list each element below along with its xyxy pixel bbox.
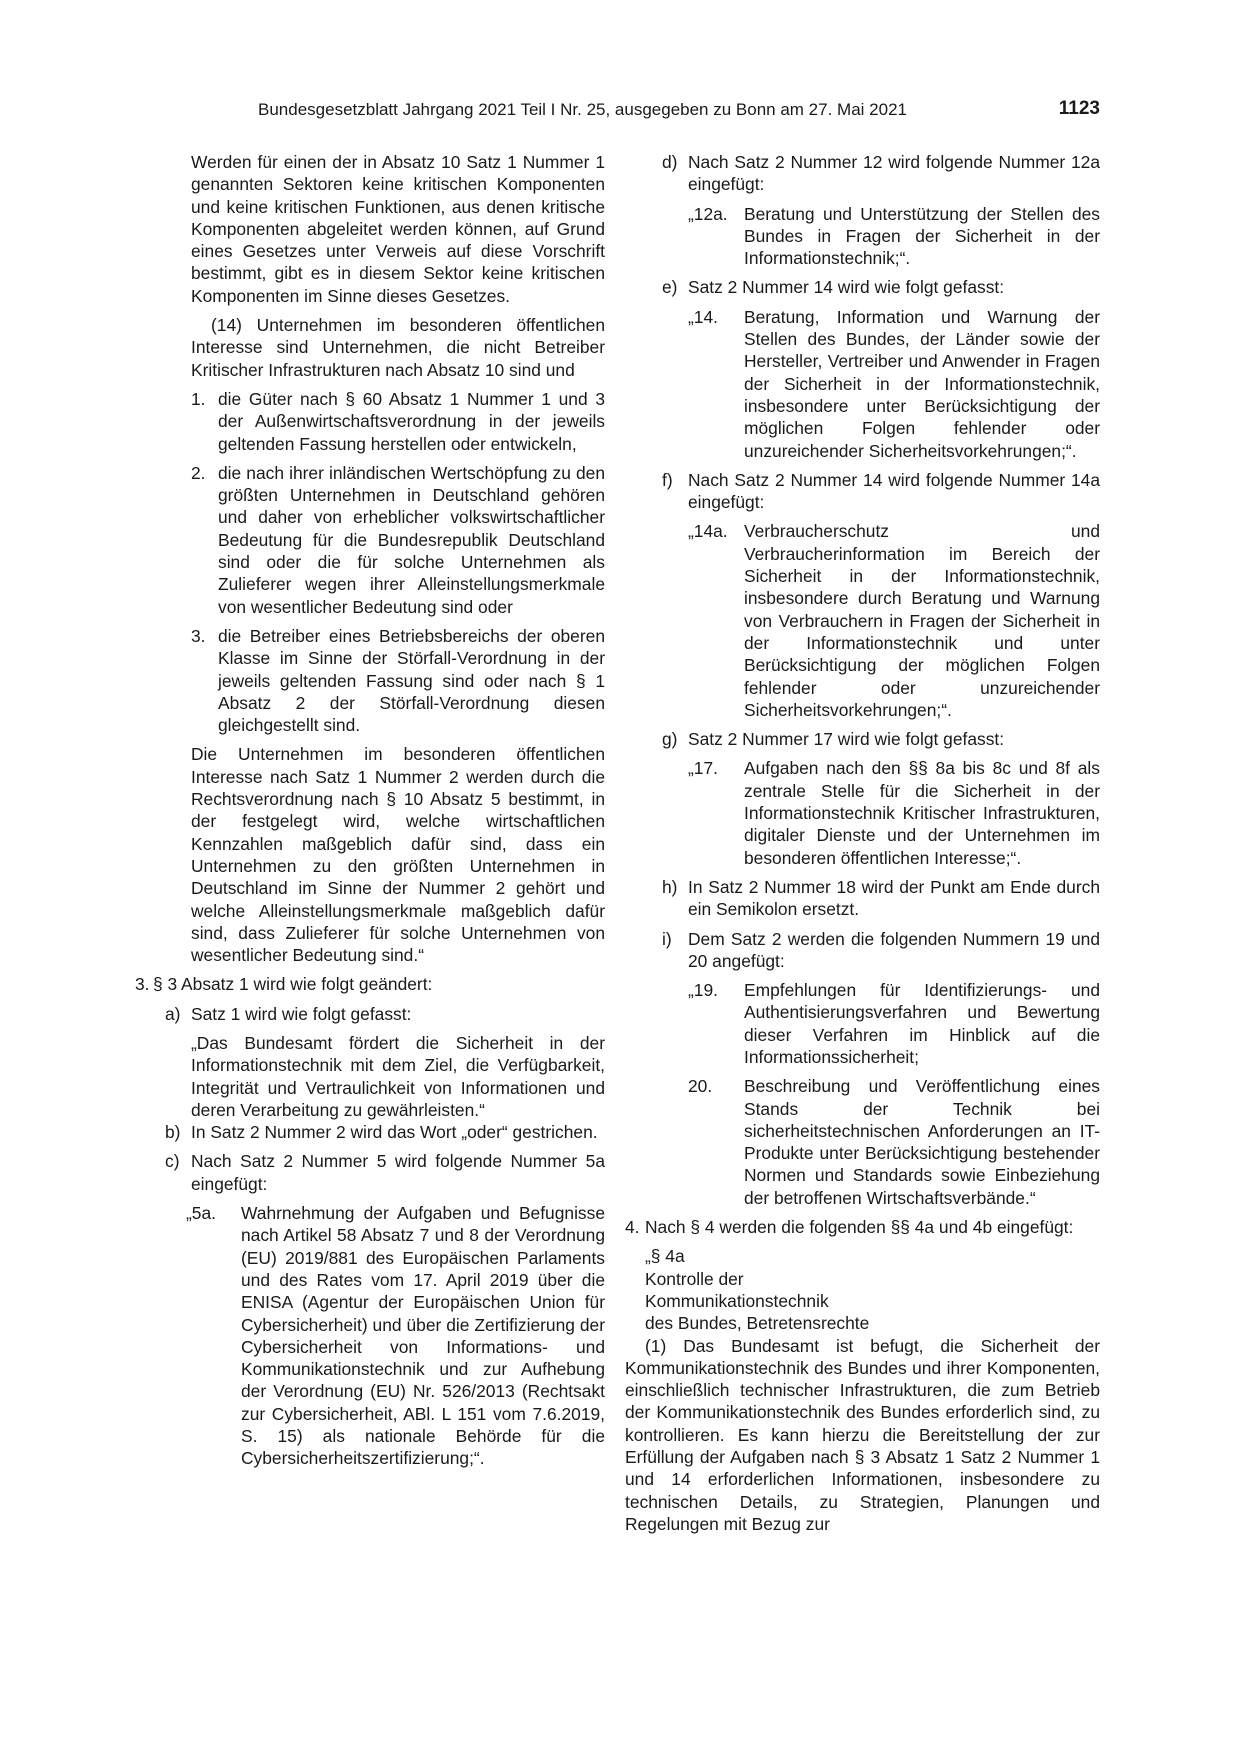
section-title-line: Kontrolle der — [645, 1268, 744, 1289]
subitem-text: Nach Satz 2 Nummer 5 wird folgende Nummer 5a eingefügt: — [191, 1151, 605, 1194]
list-number: 2. — [191, 462, 206, 483]
inserted-number-text: Empfehlungen für Identifizierungs- und Authentisierungsverfahren und Bewertung dieser Verfahren im Hinblick auf die Informationssicherheit; — [744, 980, 1100, 1067]
inserted-number-label: „14a. — [688, 521, 728, 542]
subitem-letter: e) — [662, 277, 678, 298]
list-text: die Betreiber eines Betriebsbereichs der oberen Klasse im Sinne der Störfall-Verordnung in der jeweils geltenden Fassung sind oder nach § 1 Absatz 2 der Störfall-Verordnung diesen gleichgestellt sind. — [218, 625, 605, 736]
left-column — [135, 151, 605, 1477]
subitem-letter: c) — [165, 1151, 180, 1172]
list-number: 3. — [191, 625, 206, 646]
amendment-number: 3. — [135, 974, 150, 995]
page-number: 1123 — [1058, 98, 1100, 119]
inserted-number — [135, 1202, 605, 1470]
right-column — [625, 151, 1100, 1542]
amendment-subitem — [645, 469, 1100, 514]
amendment-text: § 3 Absatz 1 wird wie folgt geändert: — [153, 974, 433, 995]
list-number: 1. — [191, 388, 206, 409]
inserted-number-label: „19. — [688, 980, 718, 1001]
inserted-number-label: „17. — [688, 758, 718, 779]
section-number: „§ 4a — [645, 1246, 685, 1267]
subitem-text: In Satz 2 Nummer 18 wird der Punkt am Ende durch ein Semikolon ersetzt. — [688, 876, 1100, 920]
amendment-subitem — [645, 928, 1100, 973]
subitem-letter: g) — [662, 729, 678, 750]
subitem-text: Nach Satz 2 Nummer 14 wird folgende Nummer 14a eingefügt: — [688, 469, 1100, 513]
inserted-number — [645, 1075, 1100, 1209]
amendment-item — [135, 973, 605, 995]
subitem-text: In Satz 2 Nummer 2 wird das Wort „oder“ gestrichen. — [191, 1122, 598, 1143]
list-item — [135, 625, 605, 736]
list-item — [135, 462, 605, 618]
quoted-text: „Das Bundesamt fördert die Sicherheit in der Informationstechnik mit dem Ziel, die Verfügbarkeit, Integrität und Vertraulichkeit von Informationen und deren Verarbeitung zu gewährleisten.“ — [191, 1032, 605, 1120]
list-text: die nach ihrer inländischen Wertschöpfung zu den größten Unternehmen in Deutschland gehören und daher von erheblicher volkswirtschaftlicher Bedeutung für die Bundesrepublik Deutschland sind oder die für solche Unternehmen als Zulieferer wegen ihrer Alleinstellungsmerkmale von wesentlicher Bedeutung sind oder — [218, 462, 605, 617]
inserted-number-text: Beschreibung und Veröffentlichung eines Stands der Technik bei sicherheitstechnischen Anforderungen an IT-Produkte unter Berücksichtigung bestehender Normen und Standards sowie Einbeziehung der betroffenen Wirtschaftsverbände.“ — [744, 1076, 1100, 1208]
subitem-letter: i) — [662, 928, 672, 949]
inserted-number-label: „5a. — [186, 1203, 216, 1224]
inserted-number-text: Beratung und Unterstützung der Stellen des Bundes in Fragen der Sicherheit in der Informationstechnik;“. — [744, 203, 1100, 269]
amendment-subitem — [135, 1003, 605, 1025]
amendment-subitem — [645, 728, 1100, 750]
amendment-subitem — [645, 276, 1100, 298]
running-title: Bundesgesetzblatt Jahrgang 2021 Teil I Nr. 25, ausgegeben zu Bonn am 27. Mai 2021 — [258, 100, 907, 119]
list-item — [135, 388, 605, 455]
subitem-text: Nach Satz 2 Nummer 12 wird folgende Nummer 12a eingefügt: — [688, 152, 1100, 195]
paragraph-closing: Die Unternehmen im besonderen öffentlichen Interesse nach Satz 1 Nummer 2 werden durch die Rechtsverordnung nach § 10 Absatz 5 bestimmt, in der festgelegt wird, welche wirtschaftlichen Kennzahlen maßgeblich dafür sind, dass ein Unternehmen zu den größten Unternehmen in Deutschland im Sinne der Nummer 2 gehört und welche Alleinstellungsmerkmale maßgeblich dafür sind, dass Zulieferer für solche Unternehmen von wesentlicher Bedeutung sind.“ — [191, 744, 605, 966]
subitem-text: Satz 1 wird wie folgt gefasst: — [191, 1003, 412, 1024]
subitem-text: Satz 2 Nummer 17 wird wie folgt gefasst: — [688, 729, 1005, 750]
inserted-number-label: „14. — [688, 306, 718, 327]
inserted-number-text: Verbraucherschutz und Verbraucherinformation im Bereich der Sicherheit in der Informationstechnik, insbesondere durch Beratung und Warnung von Verbrauchern in Fragen der Sicherheit in der Informationstechnik und unter Berücksichtigung der möglichen Folgen fehlender oder unzureichender Sicherheitsvorkehrungen;“. — [744, 521, 1100, 720]
subitem-text: Satz 2 Nummer 14 wird wie folgt gefasst: — [688, 277, 1005, 298]
amendment-subitem — [645, 876, 1100, 921]
inserted-number-text: Aufgaben nach den §§ 8a bis 8c und 8f als zentrale Stelle für die Sicherheit in der Informationstechnik Kritischer Infrastrukturen, digitaler Dienste und der Unternehmen im besonderen öffentlichen Interesse;“. — [744, 758, 1100, 868]
inserted-number — [645, 306, 1100, 462]
inserted-number-label: „12a. — [688, 203, 728, 224]
section-title-line: des Bundes, Betretensrechte — [645, 1313, 870, 1334]
subitem-letter: d) — [662, 152, 678, 172]
inserted-number-text: Beratung, Information und Warnung der Stellen des Bundes, der Länder sowie der Hersteller, Vertreiber und Anwender in Fragen der Sicherheit in der Informationstechnik, insbesondere unter Berücksichtigung der möglichen Folgen fehlender oder unzureichender Sicherheitsvorkehrungen;“. — [744, 306, 1100, 461]
subitem-letter: a) — [165, 1003, 181, 1024]
page-header — [258, 100, 1100, 124]
inserted-number — [645, 203, 1100, 270]
subitem-letter: h) — [662, 876, 678, 897]
amendment-number: 4. — [625, 1217, 640, 1238]
subitem-letter: b) — [165, 1122, 181, 1143]
section-title-line: Kommunikationstechnik — [645, 1290, 829, 1311]
paragraph-sector-note: Werden für einen der in Absatz 10 Satz 1 Nummer 1 genannten Sektoren keine kritischen Komponenten und keine kritischen Funktionen, aus denen kritische Komponenten abgeleitet werden können, auf Grund eines Gesetzes unter Verweis auf diese Vorschrift bestimmt, gibt es in diesem Sektor keine kritischen Komponenten im Sinne dieses Gesetzes. — [191, 152, 605, 306]
subitem-text: Dem Satz 2 werden die folgenden Nummern 19 und 20 angefügt: — [688, 928, 1100, 971]
amendment-item — [625, 1216, 1100, 1238]
inserted-number — [645, 520, 1100, 721]
subitem-letter: f) — [662, 469, 673, 490]
paragraph-14: (14) Unternehmen im besonderen öffentlichen Interesse sind Unternehmen, die nicht Betreiber Kritischer Infrastrukturen nach Absatz 10 sind und — [191, 315, 605, 380]
inserted-number — [645, 979, 1100, 1068]
amendment-subitem — [135, 1121, 605, 1143]
section-paragraph: (1) Das Bundesamt ist befugt, die Sicherheit der Kommunikationstechnik des Bundes und ihrer Komponenten, einschließlich technischer Infrastrukturen, die zum Betrieb der Kommunikationstechnik des Bundes erforderlich sind, zu kontrollieren. Es kann hierzu die Bereitstellung der zur Erfüllung der Aufgaben nach § 3 Absatz 1 Satz 2 Nummer 1 und 14 erforderlichen Informationen, insbesondere zu technischen Details, zu Strategien, Planungen und Regelungen mit Bezug zur — [625, 1335, 1100, 1534]
amendment-subitem — [645, 151, 1100, 196]
amendment-subitem — [135, 1150, 605, 1195]
inserted-number-text: Wahrnehmung der Aufgaben und Befugnisse nach Artikel 58 Absatz 7 und 8 der Verordnung (EU) 2019/881 des Europäischen Parlaments und des Rates vom 17. April 2019 über die ENISA (Agentur der Europäischen Union für Cybersicherheit) und über die Zertifizierung der Cybersicherheit von Informations- und Kommunikationstechnik und zur Aufhebung der Verordnung (EU) Nr. 526/2013 (Rechtsakt zur Cybersicherheit, ABl. L 151 vom 7.6.2019, S. 15) als nationale Behörde für die Cybersicherheitszertifizierung;“. — [241, 1203, 605, 1469]
inserted-number — [645, 757, 1100, 868]
inserted-number-label: 20. — [688, 1076, 713, 1097]
amendment-text: Nach § 4 werden die folgenden §§ 4a und 4b eingefügt: — [645, 1217, 1074, 1238]
list-text: die Güter nach § 60 Absatz 1 Nummer 1 und 3 der Außenwirtschaftsverordnung in der jeweils geltenden Fassung herstellen oder entwickeln, — [218, 388, 605, 454]
